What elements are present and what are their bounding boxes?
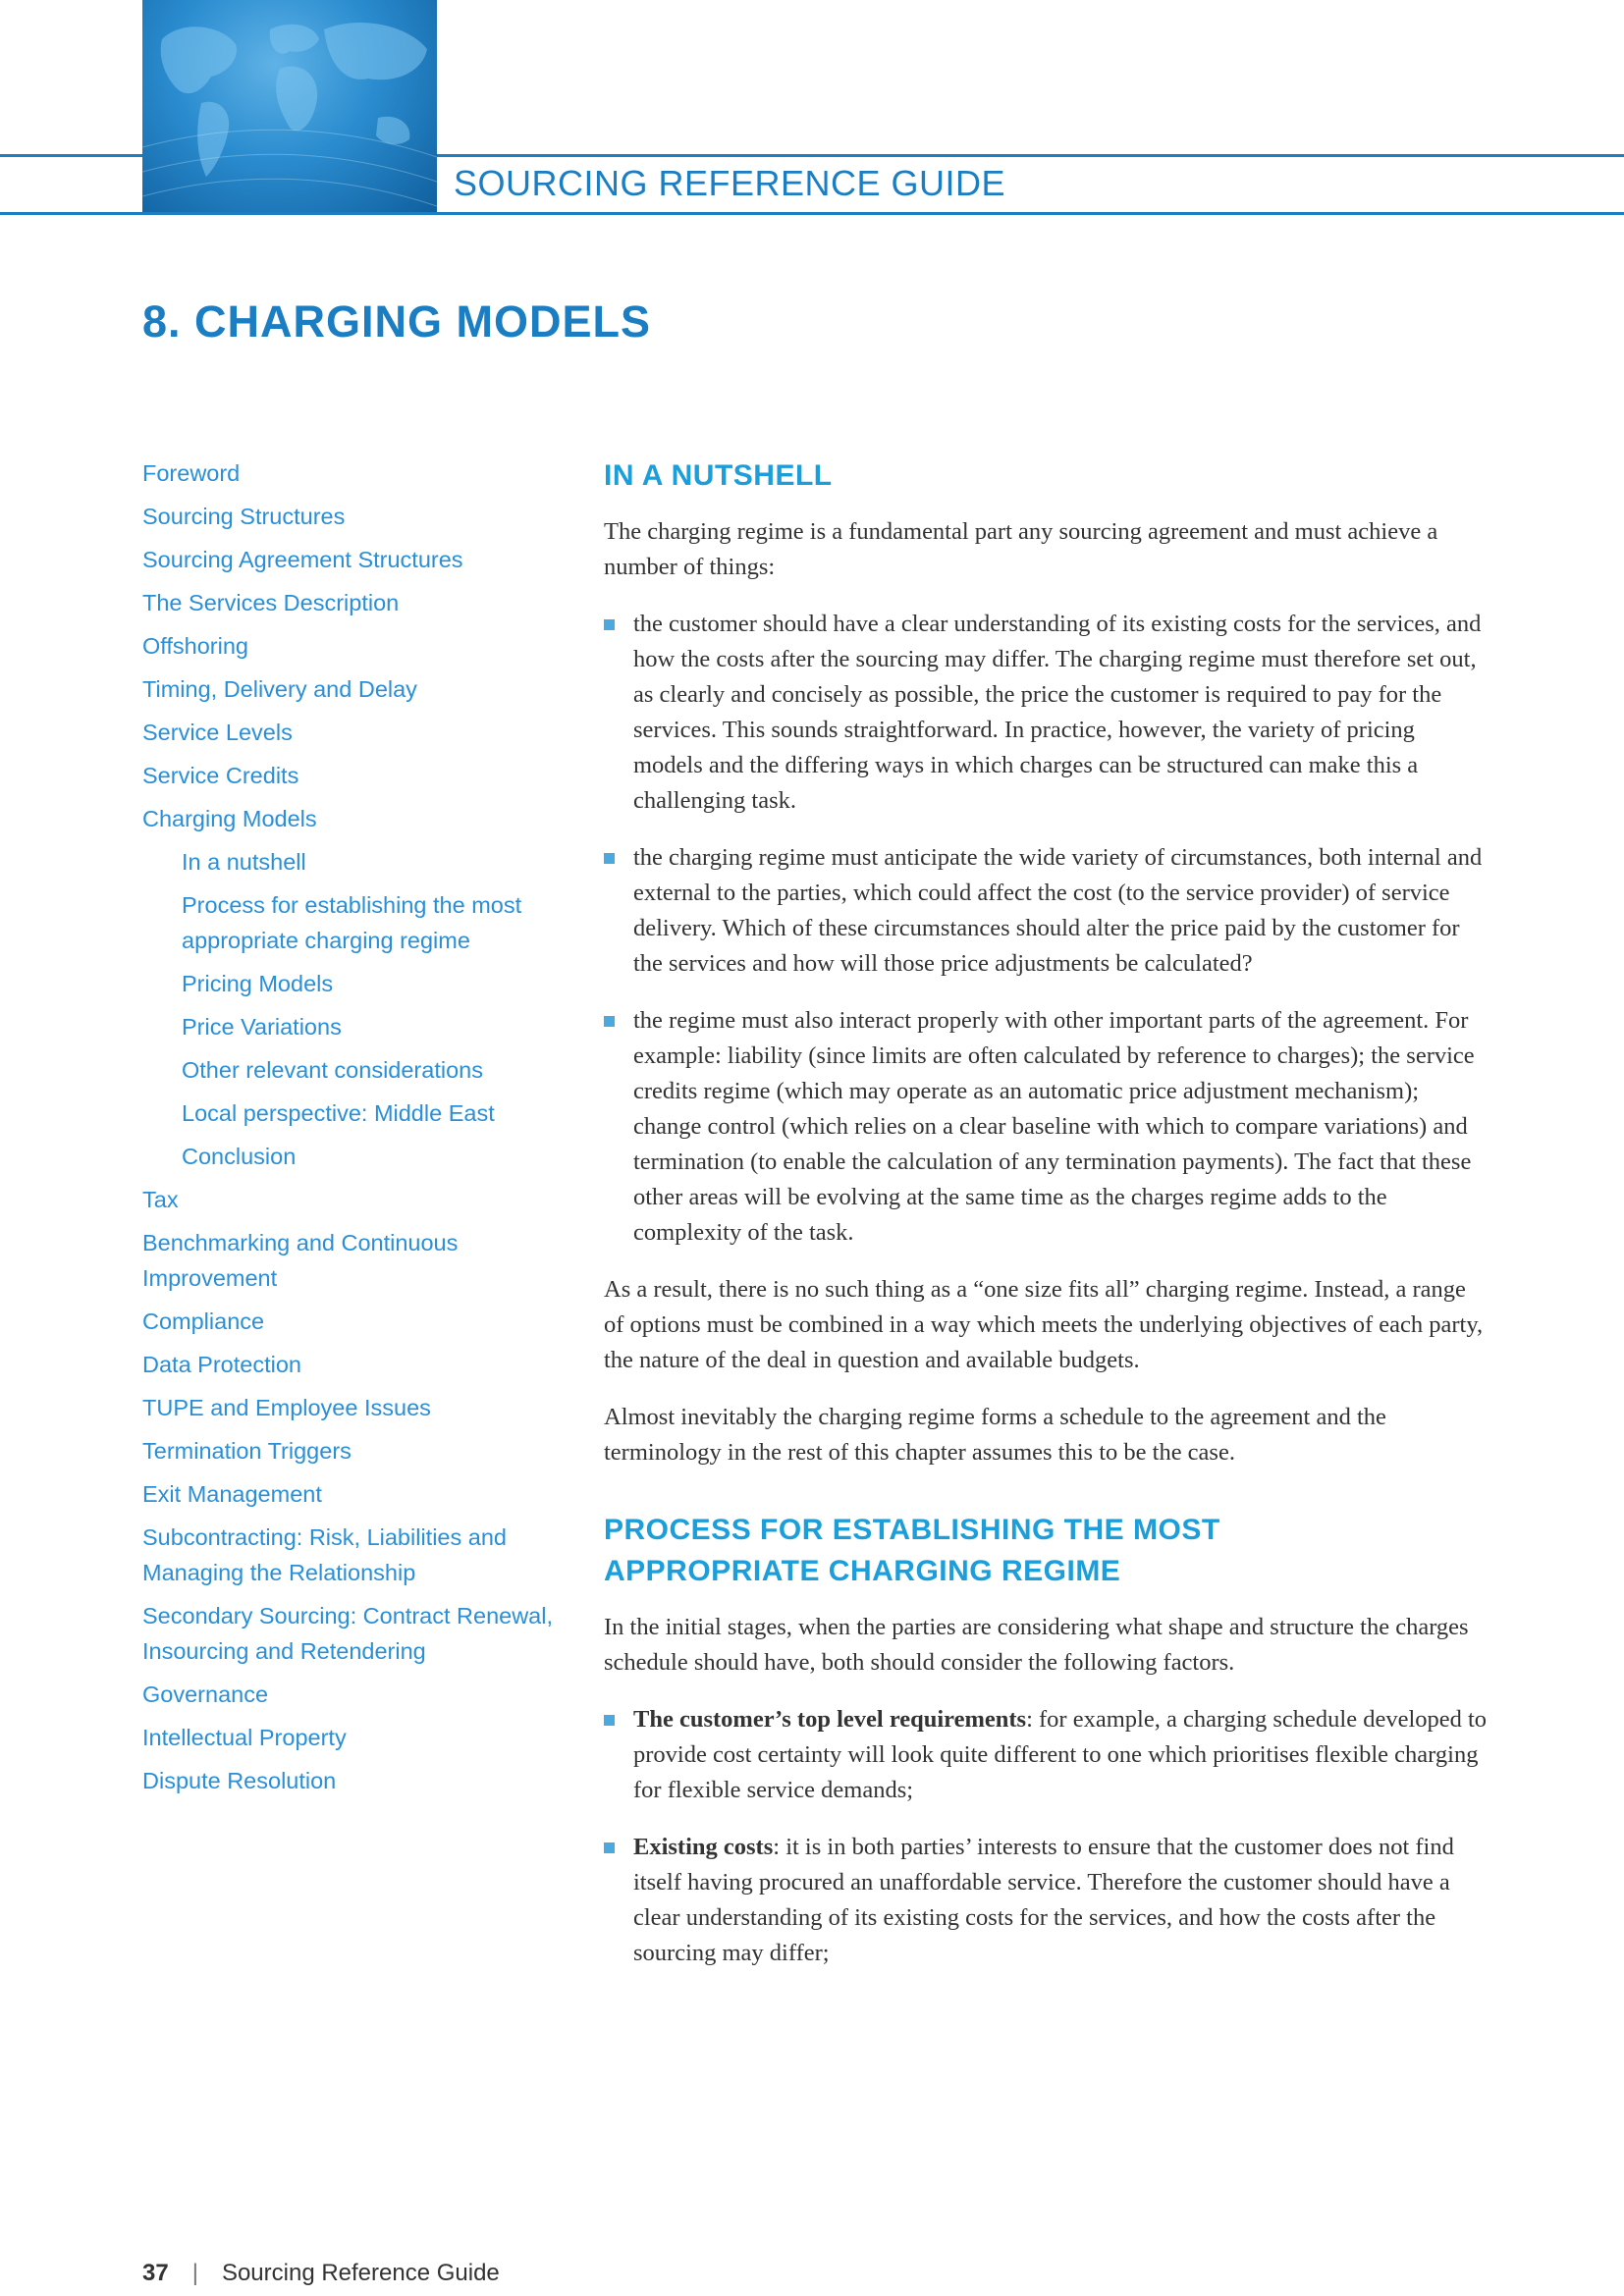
toc-link-price-variations[interactable]: Price Variations (182, 1014, 342, 1040)
toc-link-termination-triggers[interactable]: Termination Triggers (142, 1438, 352, 1464)
page-number: 37 (142, 2260, 169, 2286)
nutshell-bullet-list (604, 607, 1488, 1251)
toc-link-pricing-models[interactable]: Pricing Models (182, 971, 334, 996)
toc-link-subcontracting[interactable]: Subcontracting: Risk, Liabilities and Managing the Relationship (142, 1524, 507, 1585)
square-bullet-icon (604, 1016, 615, 1027)
toc-link-tax[interactable]: Tax (142, 1187, 179, 1212)
square-bullet-icon (604, 619, 615, 630)
toc-link-other-considerations[interactable]: Other relevant considerations (182, 1057, 483, 1083)
section-heading-nutshell: IN A NUTSHELL (604, 459, 833, 492)
page-footer (142, 2260, 500, 2287)
nutshell-intro: The charging regime is a fundamental part any sourcing agreement and must achieve a number of things: (604, 518, 1438, 580)
toc-link-intellectual-property[interactable]: Intellectual Property (142, 1725, 347, 1750)
toc-link-dispute-resolution[interactable]: Dispute Resolution (142, 1768, 337, 1793)
process-bullet: The customer’s top level requirements: for example, a charging schedule developed to provide cost certainty will look quite different to one which prioritises flexible charging for flexible service demands; (604, 1702, 1488, 1808)
toc-link-compliance[interactable]: Compliance (142, 1308, 265, 1334)
chapter-title: 8. CHARGING MODELS (142, 296, 652, 347)
toc-link-benchmarking[interactable]: Benchmarking and Continuous Improvement (142, 1230, 459, 1291)
toc-link-sourcing-agreement-structures[interactable]: Sourcing Agreement Structures (142, 547, 463, 572)
toc-sidebar (142, 455, 565, 1806)
toc-link-local-perspective[interactable]: Local perspective: Middle East (182, 1100, 495, 1126)
square-bullet-icon (604, 853, 615, 864)
toc-link-process-establishing[interactable]: Process for establishing the most appropriate charging regime (182, 892, 522, 953)
toc-link-service-credits[interactable]: Service Credits (142, 763, 299, 788)
toc-link-offshoring[interactable]: Offshoring (142, 633, 248, 659)
process-intro: In the initial stages, when the parties are considering what shape and structure the charges schedule should have, both should consider the following factors. (604, 1614, 1469, 1676)
toc-link-tupe[interactable]: TUPE and Employee Issues (142, 1395, 431, 1420)
section-heading-process: PROCESS FOR ESTABLISHING THE MOST APPROPRIATE CHARGING REGIME (604, 1514, 1220, 1587)
guide-title: SOURCING REFERENCE GUIDE (454, 163, 1006, 203)
toc-link-foreword[interactable]: Foreword (142, 460, 241, 486)
nutshell-paragraph-2: As a result, there is no such thing as a “one size fits all” charging regime. Instead, a range of options must be combined in a way which meets the underlying objectives of each party, the nature of the deal in question and available budgets. (604, 1276, 1484, 1373)
globe-banner-image (142, 0, 437, 215)
header-rule-bottom (0, 212, 1624, 215)
main-content (604, 455, 1488, 1993)
toc-link-sourcing-structures[interactable]: Sourcing Structures (142, 504, 346, 529)
toc-link-secondary-sourcing[interactable]: Secondary Sourcing: Contract Renewal, Insourcing and Retendering (142, 1603, 553, 1664)
square-bullet-icon (604, 1842, 615, 1853)
square-bullet-icon (604, 1715, 615, 1726)
toc-link-in-a-nutshell[interactable]: In a nutshell (182, 849, 306, 875)
toc-link-exit-management[interactable]: Exit Management (142, 1481, 322, 1507)
toc-link-conclusion[interactable]: Conclusion (182, 1144, 297, 1169)
toc-link-governance[interactable]: Governance (142, 1682, 269, 1707)
nutshell-paragraph-3: Almost inevitably the charging regime forms a schedule to the agreement and the terminology in the rest of this chapter assumes this to be the case. (604, 1404, 1386, 1466)
process-bullet: Existing costs: it is in both parties’ interests to ensure that the customer does not find itself having procured an unaffordable service. Therefore the customer should have a clear understanding of its existing costs for the services, and how the costs after the sourcing may differ; (604, 1830, 1488, 1971)
toc-link-data-protection[interactable]: Data Protection (142, 1352, 301, 1377)
process-bullet-list (604, 1702, 1488, 1971)
toc-link-timing-delivery-delay[interactable]: Timing, Delivery and Delay (142, 676, 417, 702)
footer-guide-name: Sourcing Reference Guide (221, 2260, 500, 2286)
toc-link-service-levels[interactable]: Service Levels (142, 720, 293, 745)
toc-link-services-description[interactable]: The Services Description (142, 590, 400, 615)
nutshell-bullet: the charging regime must anticipate the wide variety of circumstances, both internal and external to the parties, which could affect the cost (to the service provider) of service delivery. Which of these circumstances should alter the price paid by the customer for the services and how will those price adjustments be calculated? (604, 840, 1488, 982)
toc-link-charging-models[interactable]: Charging Models (142, 806, 317, 831)
footer-separator: | (191, 2260, 198, 2286)
nutshell-bullet: the customer should have a clear understanding of its existing costs for the services, and how the costs after the sourcing may differ. The charging regime must therefore set out, as clearly and concisely as possible, the price the customer is required to pay for the services. This sounds straightforward. In practice, however, the variety of pricing models and the differing ways in which charges can be structured can make this a challenging task. (604, 607, 1488, 819)
nutshell-bullet: the regime must also interact properly with other important parts of the agreement. For example: liability (since limits are often calculated by reference to charges); the service credits regime (which may operate as an automatic price adjustment mechanism); change control (which relies on a clear baseline with which to compare variations) and termination (to enable the calculation of any termination payments). The fact that these other areas will be evolving at the same time as the charges regime adds to the complexity of the task. (604, 1003, 1488, 1251)
